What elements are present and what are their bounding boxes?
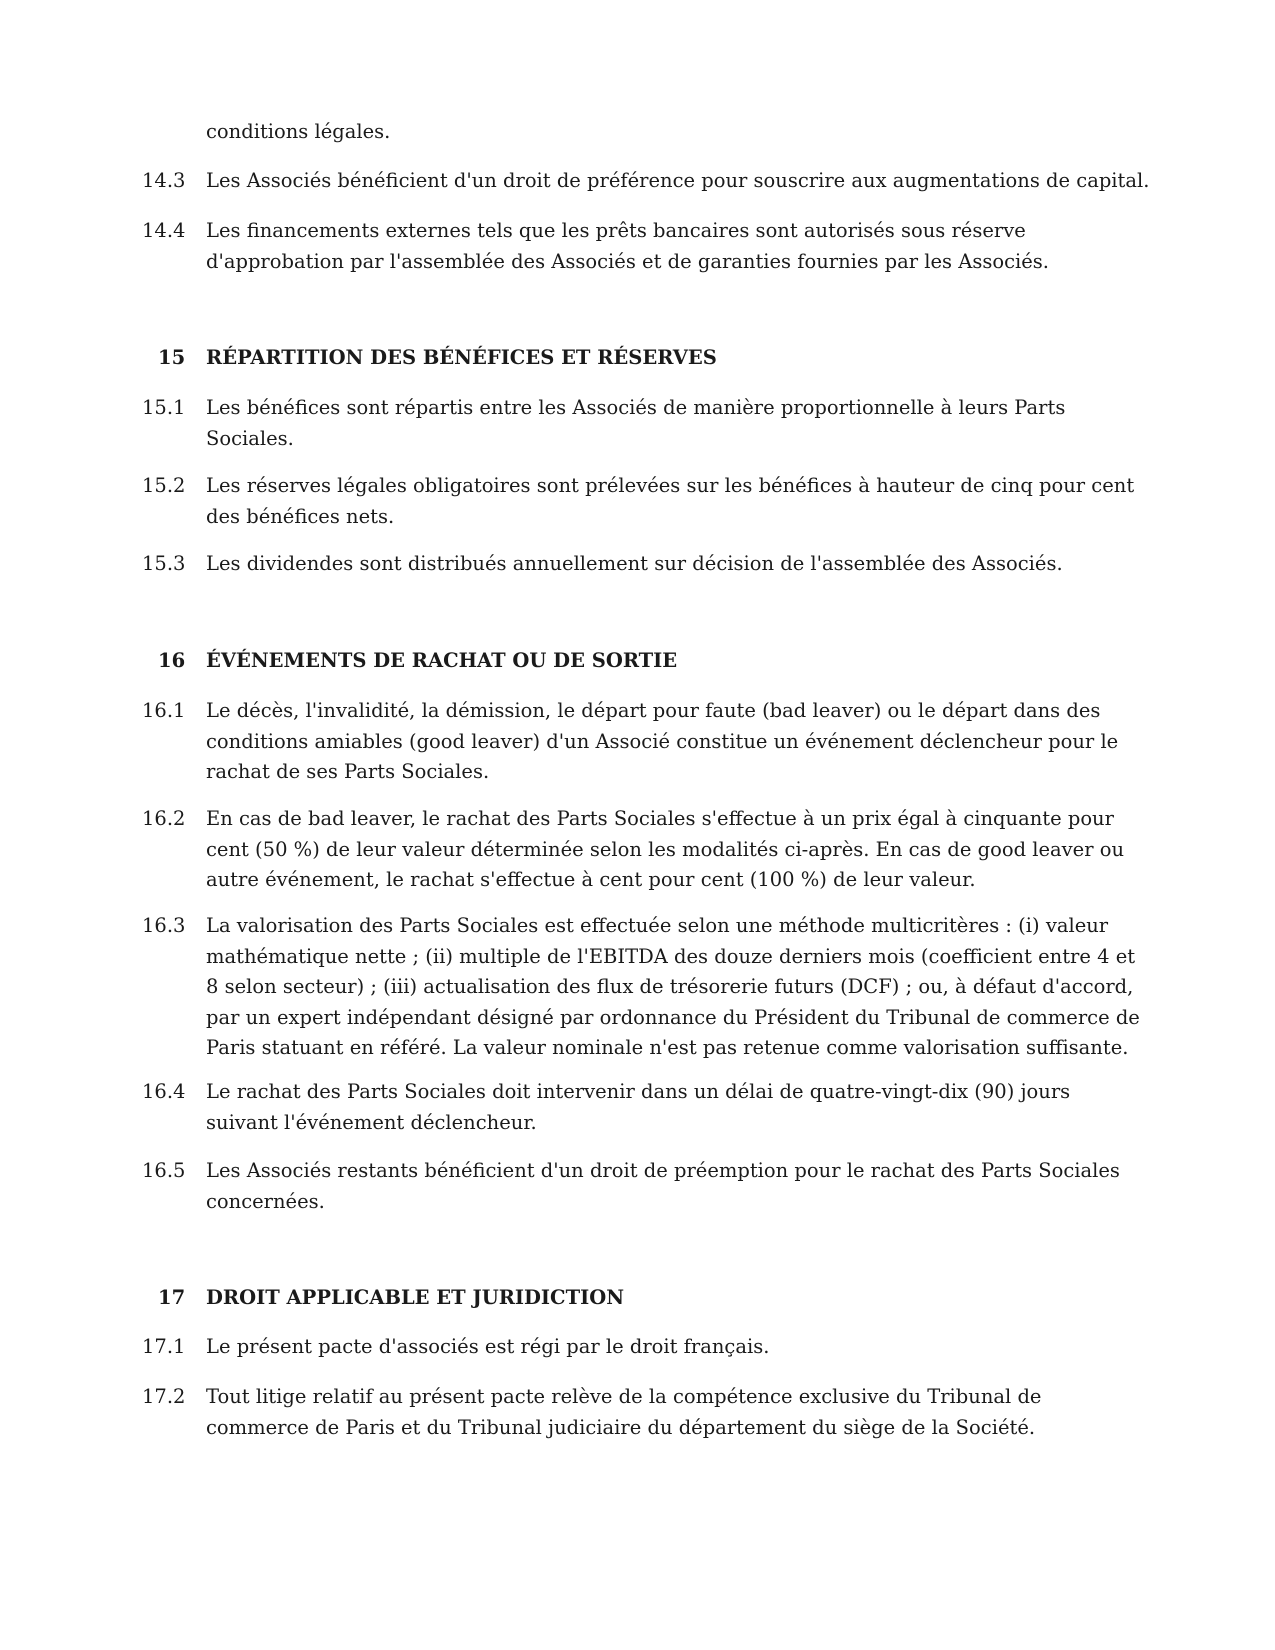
clause-text xyxy=(206,804,1146,896)
clause-text xyxy=(206,696,1146,788)
clause-number: 14.4 xyxy=(142,219,186,242)
clause-text xyxy=(206,166,1150,197)
clause-line: Tout litige relatif au présent pacte relève de la compétence exclusive du Tribunal de xyxy=(206,1385,1042,1408)
clause-number: 16.2 xyxy=(142,807,186,830)
clause-line: Le rachat des Parts Sociales doit intervenir dans un délai de quatre-vingt-dix (90) jours xyxy=(206,1080,1071,1103)
clause-number: 15.1 xyxy=(142,396,186,419)
clause-line: Le présent pacte d'associés est régi par le droit français. xyxy=(206,1335,770,1358)
section-number: 17 xyxy=(158,1286,186,1309)
clause-number: 16.3 xyxy=(142,914,186,937)
clause-line: conditions amiables (good leaver) d'un Associé constitue un événement déclencheur pour le xyxy=(206,729,1119,753)
clause-line: suivant l'événement déclencheur. xyxy=(206,1110,537,1134)
clause-line: Les réserves légales obligatoires sont prélevées sur les bénéfices à hauteur de cinq pour cent xyxy=(206,474,1135,497)
clause-text xyxy=(206,393,1146,454)
clause-line: Les financements externes tels que les prêts bancaires sont autorisés sous réserve xyxy=(206,219,1026,242)
clause-number: 16.4 xyxy=(142,1080,186,1103)
clause-line: cent (50 %) de leur valeur déterminée selon les modalités ci-après. En cas de good leaver ou xyxy=(206,837,1125,861)
clause-text xyxy=(206,911,1146,1064)
clause-line: Les bénéfices sont répartis entre les Associés de manière proportionnelle à leurs Parts xyxy=(206,396,1066,419)
section-title xyxy=(206,646,1146,677)
clause-line: des bénéfices nets. xyxy=(206,504,395,528)
clause-line: Sociales. xyxy=(206,426,294,450)
clause-text xyxy=(206,1332,1146,1363)
clause-text xyxy=(206,1382,1146,1443)
clause-number: 15.3 xyxy=(142,552,186,575)
clause-line: Le décès, l'invalidité, la démission, le départ pour faute (bad leaver) ou le départ dans des xyxy=(206,699,1101,722)
section-number: 16 xyxy=(158,649,186,672)
clause-number: 14.3 xyxy=(142,169,186,192)
clause-line: rachat de ses Parts Sociales. xyxy=(206,760,490,783)
clause-line: conditions légales. xyxy=(206,120,391,143)
section-title-line: DROIT APPLICABLE ET JURIDICTION xyxy=(206,1286,625,1309)
section-title-line: RÉPARTITION DES BÉNÉFICES ET RÉSERVES xyxy=(206,346,717,369)
clause-number: 15.2 xyxy=(142,474,186,497)
clause-number: 16.5 xyxy=(142,1159,186,1182)
clause-text xyxy=(206,471,1146,532)
clause-text xyxy=(206,216,1146,277)
clause-text xyxy=(206,117,1146,148)
clause-text xyxy=(206,1077,1146,1138)
clause-text xyxy=(206,1156,1146,1217)
clause-line: concernées. xyxy=(206,1189,325,1213)
clause-line: Paris statuant en référé. La valeur nominale n'est pas retenue comme valorisation suffisante. xyxy=(206,1036,1129,1059)
clause-line: d'approbation par l'assemblée des Associés et de garanties fournies par les Associés. xyxy=(206,249,1049,273)
clause-line: commerce de Paris et du Tribunal judiciaire du département du siège de la Société. xyxy=(206,1415,1036,1439)
clause-line: par un expert indépendant désigné par ordonnance du Président du Tribunal de commerce de xyxy=(206,1005,1140,1029)
section-title-line: ÉVÉNEMENTS DE RACHAT OU DE SORTIE xyxy=(206,649,678,672)
clause-line: 8 selon secteur) ; (iii) actualisation des flux de trésorerie futurs (DCF) ; ou, à défaut d'accord, xyxy=(206,975,1134,998)
clause-line: La valorisation des Parts Sociales est effectuée selon une méthode multicritères : (i) valeur xyxy=(206,914,1109,937)
clause-number: 16.1 xyxy=(142,699,186,722)
clause-text xyxy=(206,549,1146,580)
section-title xyxy=(206,1283,1146,1314)
section-title xyxy=(206,343,1146,374)
clause-line: Les Associés bénéficient d'un droit de préférence pour souscrire aux augmentations de capital. xyxy=(206,169,1150,192)
clause-line: Les Associés restants bénéficient d'un droit de préemption pour le rachat des Parts Sociales xyxy=(206,1159,1120,1182)
clause-line: autre événement, le rachat s'effectue à cent pour cent (100 %) de leur valeur. xyxy=(206,868,976,891)
clause-line: Les dividendes sont distribués annuellement sur décision de l'assemblée des Associés. xyxy=(206,552,1063,575)
clause-number: 17.2 xyxy=(142,1385,186,1408)
clause-line: mathématique nette ; (ii) multiple de l'EBITDA des douze derniers mois (coefficient entre 4 et xyxy=(206,944,1136,968)
clause-line: En cas de bad leaver, le rachat des Parts Sociales s'effectue à un prix égal à cinquante pour xyxy=(206,807,1114,830)
section-number: 15 xyxy=(158,346,186,369)
clause-number: 17.1 xyxy=(142,1335,186,1358)
